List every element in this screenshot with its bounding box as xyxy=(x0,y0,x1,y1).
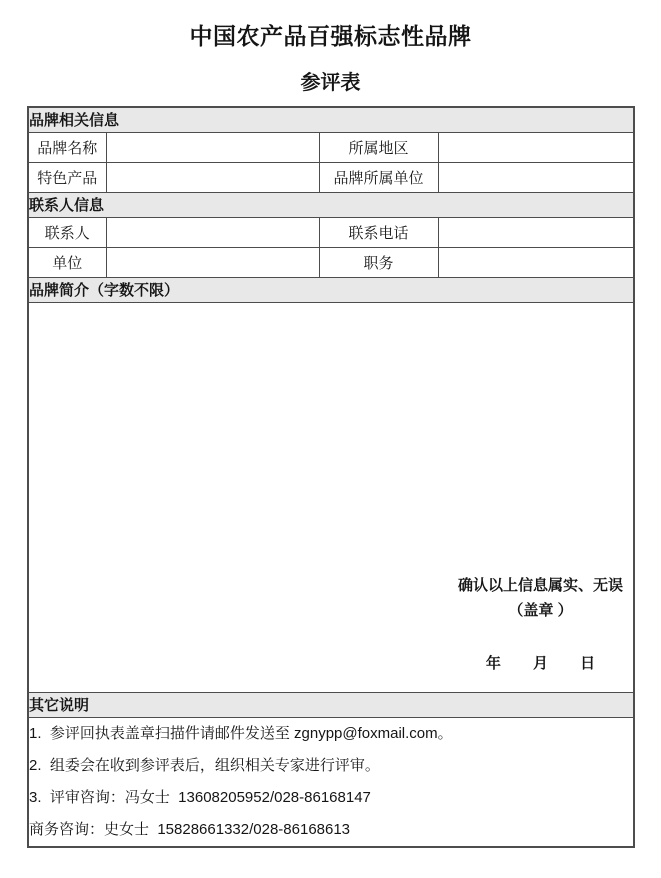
section-header-brand-info: 品牌相关信息 xyxy=(28,107,634,132)
date-line: 年 月 日 xyxy=(485,654,596,672)
contact-phone-label: 联系电话 xyxy=(319,217,438,247)
confirmation-block xyxy=(458,577,623,672)
contact-phone-field[interactable] xyxy=(438,217,634,247)
featured-product-field[interactable] xyxy=(106,162,319,192)
table-row xyxy=(28,247,634,277)
contact-person-field[interactable] xyxy=(106,217,319,247)
unit-field[interactable] xyxy=(106,247,319,277)
contact-person-label: 联系人 xyxy=(28,217,106,247)
brand-name-field[interactable] xyxy=(106,132,319,162)
table-row xyxy=(28,717,634,847)
table-row xyxy=(28,302,634,692)
section-header-brand-intro: 品牌简介（字数不限） xyxy=(28,277,634,302)
brand-name-label: 品牌名称 xyxy=(28,132,106,162)
note-item-business: 商务咨询：史女士 15828661332/028-86168613 xyxy=(29,820,351,838)
table-row xyxy=(28,217,634,247)
featured-product-label: 特色产品 xyxy=(28,162,106,192)
section-header-contact-info: 联系人信息 xyxy=(28,192,634,217)
stamp-note: （盖章 ） xyxy=(508,601,573,619)
notes-cell xyxy=(28,717,634,847)
note-item-3: 3. 评审咨询：冯女士 13608205952/028-86168147 xyxy=(29,788,371,806)
position-label: 职务 xyxy=(319,247,438,277)
table-row xyxy=(28,162,634,192)
table-row xyxy=(28,132,634,162)
page-title: 中国农产品百强标志性品牌 xyxy=(189,23,472,49)
brand-intro-field[interactable] xyxy=(28,302,634,692)
note-item-2: 2. 组委会在收到参评表后，组织相关专家进行评审。 xyxy=(29,756,380,774)
brand-owner-unit-field[interactable] xyxy=(438,162,634,192)
region-field[interactable] xyxy=(438,132,634,162)
brand-owner-unit-label: 品牌所属单位 xyxy=(319,162,438,192)
unit-label: 单位 xyxy=(28,247,106,277)
section-header-other-notes: 其它说明 xyxy=(28,692,634,717)
confirm-statement: 确认以上信息属实、无误 xyxy=(458,576,624,594)
page-subtitle: 参评表 xyxy=(300,72,361,94)
note-item-1: 1. 参评回执表盖章扫描件请邮件发送至 zgnypp@foxmail.com。 xyxy=(29,724,453,742)
evaluation-form-table xyxy=(27,106,635,848)
region-label: 所属地区 xyxy=(319,132,438,162)
position-field[interactable] xyxy=(438,247,634,277)
